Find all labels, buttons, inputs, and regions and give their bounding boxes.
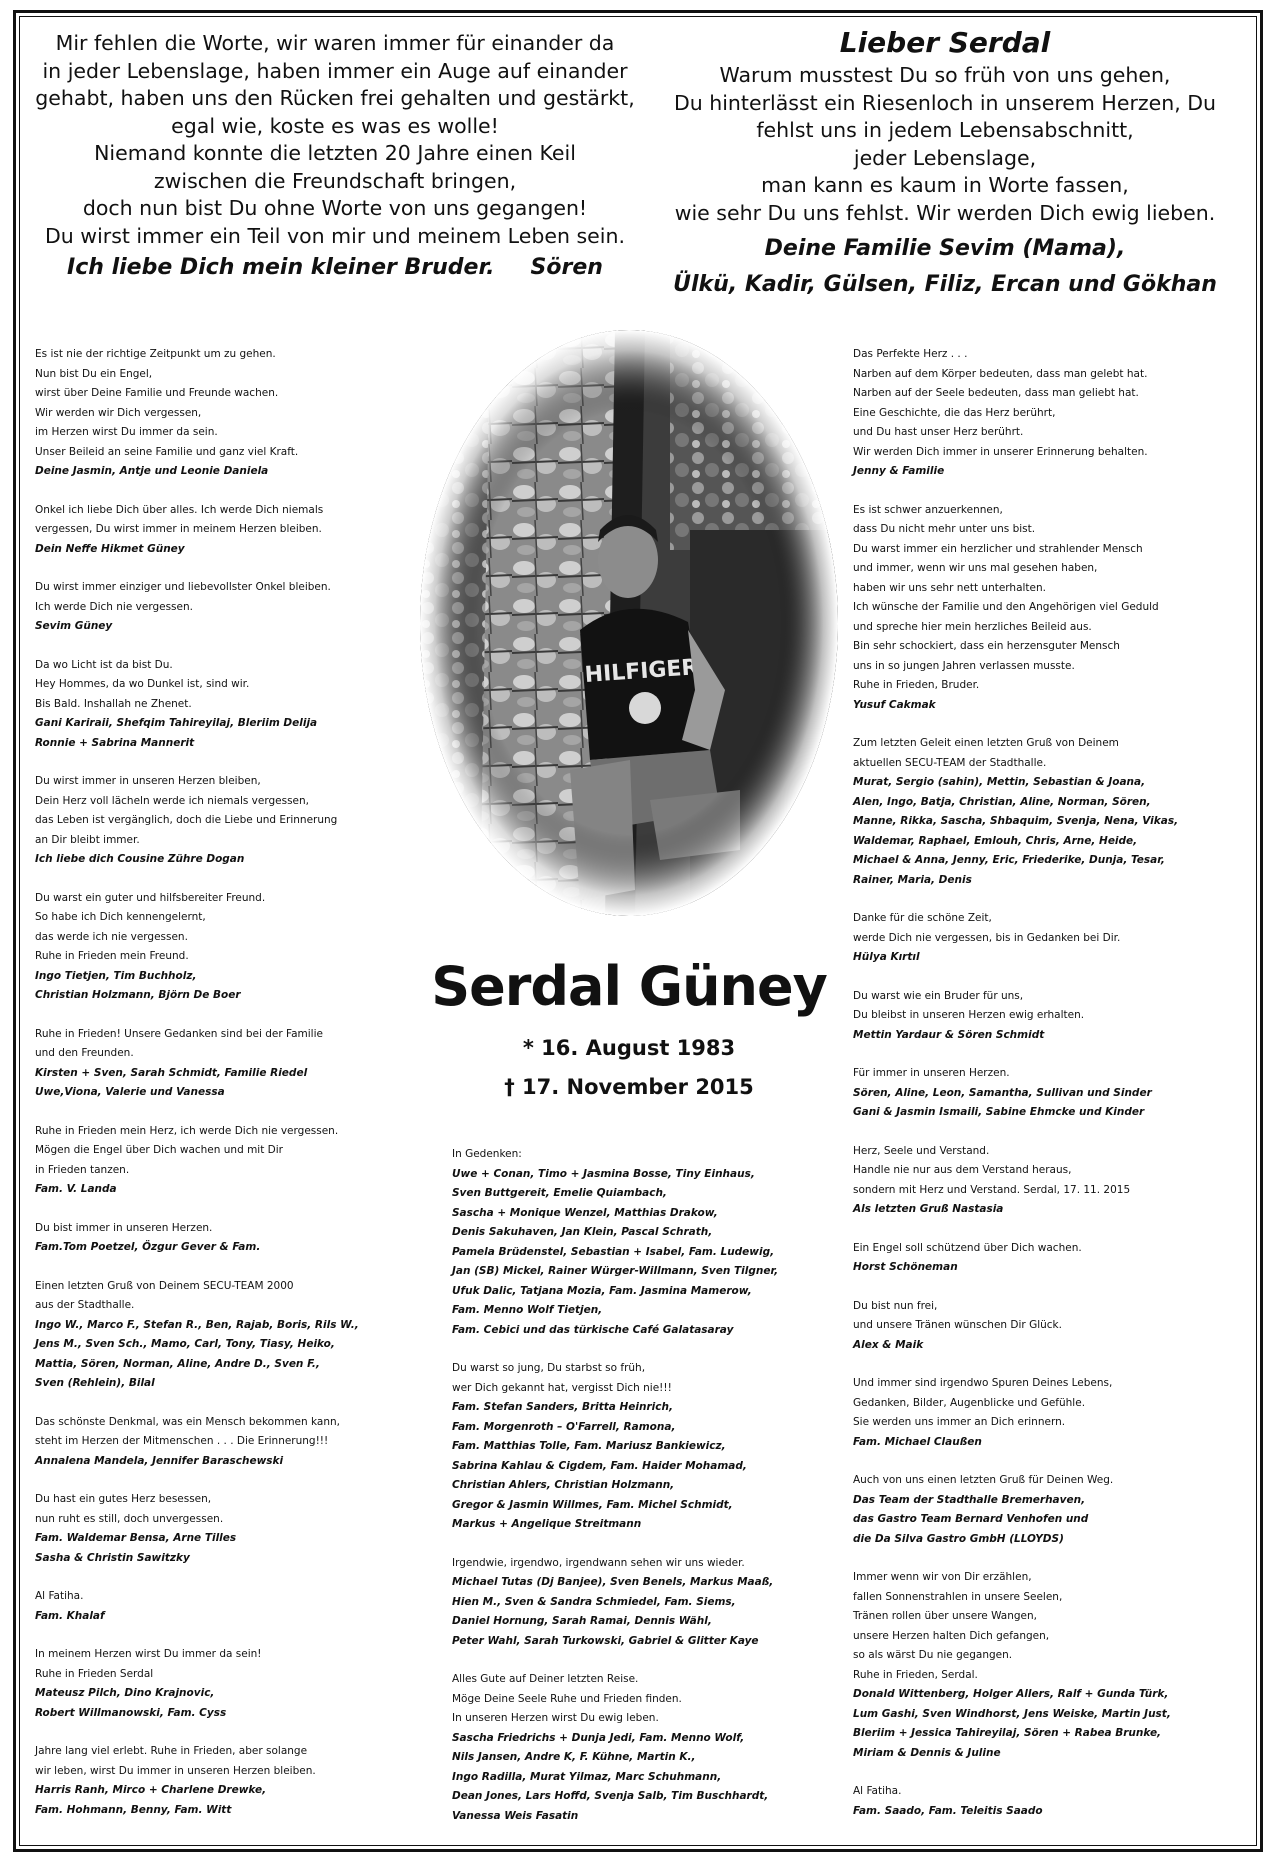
condolence-signature: Nils Jansen, Andre K, F. Kühne, Martin K., [452, 1751, 696, 1763]
condolence-text-line: Und immer sind irgendwo Spuren Deines Lebens, [853, 1377, 1113, 1389]
condolence-signature: Miriam & Dennis & Juline [853, 1746, 1001, 1759]
intro-left-signature [30, 250, 640, 286]
condolence-signature: Das Team der Stadthalle Bremerhaven, [853, 1493, 1086, 1506]
condolence-text-line: Auch von uns einen letzten Gruß für Deinen Weg. [853, 1474, 1114, 1486]
condolence-signature: Alex & Maik [853, 1338, 924, 1351]
condolence-text-line: Unser Beileid an seine Familie und ganz viel Kraft. [35, 445, 299, 458]
condolence-signature: Jan (SB) Mickel, Rainer Würger-Willmann, Sven Tilgner, [452, 1265, 779, 1277]
condolence-text-line: In unseren Herzen wirst Du ewig leben. [452, 1712, 659, 1724]
condolence-signature: Uwe + Conan, Timo + Jasmina Bosse, Tiny Einhaus, [452, 1167, 755, 1180]
condolence-entry [853, 987, 1253, 1046]
condolence-text-line: werde Dich nie vergessen, bis in Gedanken bei Dir. [853, 931, 1121, 944]
condolence-text-line: Mögen die Engel über Dich wachen und mit Dir [35, 1144, 283, 1156]
intro-right-line: Du hinterlässt ein Riesenloch in unserem Herzen, Du [673, 90, 1217, 115]
condolence-text-line: Ruhe in Frieden, Bruder. [853, 679, 980, 691]
condolence-text-line: dass Du nicht mehr unter uns bist. [853, 523, 1036, 535]
condolence-signature: Robert Willmanowski, Fam. Cyss [35, 1706, 227, 1719]
condolence-signature: Daniel Hornung, Sarah Ramai, Dennis Wähl, [452, 1615, 712, 1627]
condolence-signature: Waldemar, Raphael, Emlouh, Chris, Arne, Heide, [853, 834, 1138, 847]
condolence-entry [853, 501, 1253, 716]
condolence-signature: Sören, Aline, Leon, Samantha, Sullivan und Sinder [853, 1086, 1152, 1099]
condolence-text-line: In meinem Herzen wirst Du immer da sein! [35, 1648, 262, 1660]
condolence-text-line: an Dir bleibt immer. [35, 833, 140, 846]
condolence-text-line: und den Freunden. [35, 1047, 134, 1059]
condolence-entry [35, 501, 435, 560]
condolence-text-line: uns in so jungen Jahren verlassen musste. [853, 659, 1075, 672]
condolence-text-line: Du hast ein gutes Herz besessen, [35, 1493, 212, 1505]
condolence-signature: Sabrina Kahlau & Cigdem, Fam. Haider Mohamad, [452, 1459, 747, 1472]
condolence-signature: Ich liebe dich Cousine Zühre Dogan [35, 853, 245, 865]
condolence-signature: Mateusz Pilch, Dino Krajnovic, [35, 1687, 215, 1699]
condolence-signature: Denis Sakuhaven, Jan Klein, Pascal Schrath, [452, 1226, 713, 1238]
condolence-signature: Fam. Saado, Fam. Teleitis Saado [853, 1804, 1043, 1817]
condolence-text-line: Es ist schwer anzuerkennen, [853, 503, 1003, 516]
condolence-signature: Ingo Tietjen, Tim Buchholz, [35, 969, 197, 982]
condolence-text-line: Al Fatiha. [35, 1590, 84, 1602]
condolence-text-line: das werde ich nie vergessen. [35, 930, 188, 943]
condolence-signature: Sasha & Christin Sawitzky [35, 1551, 190, 1564]
condolence-text-line: und spreche hier mein herzliches Beileid aus. [853, 620, 1092, 633]
death-date: † 17. November 2015 [504, 1075, 754, 1099]
condolences-left-column [35, 345, 435, 1839]
condolence-signature: Rainer, Maria, Denis [853, 873, 972, 886]
condolence-signature: Pamela Brüdenstel, Sebastian + Isabel, Fam. Ludewig, [452, 1245, 775, 1258]
condolence-text-line: Bin sehr schockiert, dass ein herzensguter Mensch [853, 640, 1120, 652]
condolence-signature: Ingo Radilla, Murat Yilmaz, Marc Schuhmann, [452, 1770, 722, 1783]
condolence-signature: das Gastro Team Bernard Venhofen und [853, 1513, 1089, 1525]
condolence-entry [35, 1645, 435, 1723]
condolence-text-line: Narben auf dem Körper bedeuten, dass man gelebt hat. [853, 367, 1148, 380]
condolence-text-line: Handle nie nur aus dem Verstand heraus, [853, 1164, 1072, 1176]
condolence-entry [853, 1782, 1253, 1821]
condolence-text-line: Du wirst immer einziger und liebevollster Onkel bleiben. [35, 581, 331, 593]
condolence-text-line: Ein Engel soll schützend über Dich wachen. [853, 1241, 1082, 1254]
condolence-signature: Hülya Kırtıl [853, 951, 920, 963]
condolences-right-column [853, 345, 1253, 1840]
condolence-text-line: Narben auf der Seele bedeuten, dass man geliebt hat. [853, 387, 1139, 399]
condolence-text-line: Jahre lang viel erlebt. Ruhe in Frieden, aber solange [35, 1745, 308, 1757]
condolence-text-line: Sie werden uns immer an Dich erinnern. [853, 1416, 1066, 1428]
condolence-text-line: Du warst ein guter und hilfsbereiter Freund. [35, 891, 266, 904]
condolence-signature: Manne, Rikka, Sascha, Shbaquim, Svenja, Nena, Vikas, [853, 815, 1179, 827]
condolence-entry [35, 1025, 435, 1103]
condolence-signature: Peter Wahl, Sarah Turkowski, Gabriel & Glitter Kaye [452, 1634, 759, 1647]
condolence-text-line: Al Fatiha. [853, 1785, 902, 1797]
condolence-signature: Fam. Waldemar Bensa, Arne Tilles [35, 1532, 237, 1544]
condolence-entry [35, 1122, 435, 1200]
condolence-signature: Horst Schöneman [853, 1261, 958, 1273]
condolence-entry [853, 734, 1253, 890]
condolence-signature: Kirsten + Sven, Sarah Schmidt, Familie Riedel [35, 1066, 308, 1079]
condolence-entry [35, 889, 435, 1006]
condolence-signature: Dein Neffe Hikmet Güney [35, 542, 185, 555]
condolence-entry [35, 1277, 435, 1394]
intro-right [665, 24, 1225, 303]
intro-left-line: Mir fehlen die Worte, wir waren immer für einander da [55, 31, 615, 55]
condolence-text-line: das Leben ist vergänglich, doch die Liebe und Erinnerung [35, 814, 338, 826]
condolence-entry [35, 345, 435, 482]
intro-left-line: egal wie, koste es was es wolle! [171, 113, 499, 138]
intro-right-heading: Lieber Serdal [839, 26, 1051, 59]
intro-left-line: in jeder Lebenslage, haben immer ein Auge auf einander [42, 58, 628, 83]
condolence-signature: Sven Buttgereit, Emelie Quiambach, [452, 1187, 667, 1199]
condolence-signature: Fam. Khalaf [35, 1609, 105, 1622]
condolence-signature: Dean Jones, Lars Hoffd, Svenja Salb, Tim Buschhardt, [452, 1790, 769, 1802]
condolence-text-line: Herz, Seele und Verstand. [853, 1144, 990, 1157]
condolence-text-line: Wir werden wir Dich vergessen, [35, 406, 202, 419]
condolence-signature: Fam. V. Landa [35, 1183, 117, 1195]
condolence-entry [452, 1145, 842, 1340]
condolence-entry [452, 1359, 842, 1535]
intro-left-line: gehabt, haben uns den Rücken frei gehalten und gestärkt, [35, 86, 635, 110]
condolence-signature: Christian Ahlers, Christian Holzmann, [452, 1479, 675, 1491]
condolence-text-line: Ruhe in Frieden, Serdal. [853, 1668, 978, 1681]
condolence-text-line: Onkel ich liebe Dich über alles. Ich werde Dich niemals [35, 503, 324, 516]
intro-left-signature-text: Ich liebe Dich mein kleiner Bruder. [67, 255, 495, 280]
condolence-text-line: Danke für die schöne Zeit, [853, 912, 992, 924]
condolence-signature: Fam. Hohmann, Benny, Fam. Witt [35, 1803, 232, 1816]
condolence-text-line: Gedanken, Bilder, Augenblicke und Gefühle. [853, 1396, 1086, 1409]
condolence-text-line: Es ist nie der richtige Zeitpunkt um zu gehen. [35, 348, 276, 360]
condolence-entry [853, 1471, 1253, 1549]
condolence-entry [35, 1490, 435, 1568]
condolence-signature: Gani & Jasmin Ismaili, Sabine Ehmcke und Kinder [853, 1106, 1145, 1118]
condolence-signature: Alen, Ingo, Batja, Christian, Aline, Norman, Sören, [853, 795, 1151, 808]
condolence-text-line: Wir werden Dich immer in unserer Erinnerung behalten. [853, 445, 1148, 458]
condolence-text-line: Tränen rollen über unsere Wangen, [853, 1610, 1038, 1622]
condolence-text-line: wer Dich gekannt hat, vergisst Dich nie!!! [452, 1381, 672, 1394]
condolence-text-line: wirst über Deine Familie und Freunde wachen. [35, 387, 279, 399]
condolence-entry [853, 1239, 1253, 1278]
condolence-text-line: In Gedenken: [452, 1148, 522, 1160]
condolence-signature: Gregor & Jasmin Willmes, Fam. Michel Schmidt, [452, 1498, 733, 1511]
condolence-text-line: Ruhe in Frieden Serdal [35, 1667, 154, 1680]
condolence-text-line: aus der Stadthalle. [35, 1299, 135, 1311]
portrait-illustration [420, 330, 838, 916]
condolence-signature: Mettin Yardaur & Sören Schmidt [853, 1028, 1045, 1041]
condolence-signature: Fam.Tom Poetzel, Özgur Gever & Fam. [35, 1241, 261, 1253]
condolence-signature: Christian Holzmann, Björn De Boer [35, 989, 241, 1001]
condolence-text-line: Einen letzten Gruß von Deinem SECU-TEAM 2000 [35, 1279, 294, 1292]
condolence-signature: Bleriim + Jessica Tahireyilaj, Sören + Rabea Brunke, [853, 1727, 1162, 1739]
condolence-entry [35, 656, 435, 754]
condolence-text-line: Dein Herz voll lächeln werde ich niemals vergessen, [35, 794, 310, 807]
condolence-text-line: Ich wünsche der Familie und den Angehörigen viel Geduld [853, 601, 1159, 613]
condolence-text-line: Eine Geschichte, die das Herz berührt, [853, 406, 1056, 419]
condolence-signature: Fam. Matthias Tolle, Fam. Mariusz Bankiewicz, [452, 1440, 726, 1452]
condolence-text-line: Möge Deine Seele Ruhe und Frieden finden. [452, 1692, 682, 1705]
condolence-text-line: und unsere Tränen wünschen Dir Glück. [853, 1319, 1062, 1331]
intro-left-signer: Sören [530, 255, 603, 280]
condolence-signature: Jenny & Familie [853, 465, 945, 477]
condolence-signature: Murat, Sergio (sahin), Mettin, Sebastian & Joana, [853, 776, 1146, 788]
condolence-entry [452, 1554, 842, 1652]
condolence-signature: Deine Jasmin, Antje und Leonie Daniela [35, 465, 269, 477]
condolence-entry [35, 1219, 435, 1258]
condolence-text-line: Immer wenn wir von Dir erzählen, [853, 1571, 1032, 1583]
condolence-signature: Fam. Cebici und das türkische Café Galatasaray [452, 1323, 734, 1336]
condolence-signature: Michael & Anna, Jenny, Eric, Friederike, Dunja, Tesar, [853, 854, 1165, 866]
condolence-entry [853, 1374, 1253, 1452]
intro-right-line: jeder Lebenslage, [853, 145, 1037, 170]
intro-right-line: Warum musstest Du so früh von uns gehen, [719, 63, 1171, 87]
condolence-text-line: Das Perfekte Herz . . . [853, 348, 968, 360]
condolence-text-line: vergessen, Du wirst immer in meinem Herzen bleiben. [35, 523, 322, 535]
condolence-text-line: Du bist nun frei, [853, 1299, 938, 1312]
condolence-text-line: im Herzen wirst Du immer da sein. [35, 426, 218, 438]
condolence-text-line: aktuellen SECU-TEAM der Stadthalle. [853, 756, 1047, 769]
condolence-text-line: Hey Hommes, da wo Dunkel ist, sind wir. [35, 678, 250, 690]
condolence-entry [35, 772, 435, 870]
condolence-text-line: fallen Sonnenstrahlen in unsere Seelen, [853, 1590, 1063, 1603]
condolence-entry [35, 1587, 435, 1626]
condolence-text-line: Bis Bald. Inshallah ne Zhenet. [35, 697, 192, 710]
condolence-signature: Sven (Rehlein), Bilal [35, 1377, 155, 1389]
condolence-entry [853, 1297, 1253, 1356]
condolence-text-line: Du wirst immer in unseren Herzen bleiben, [35, 775, 261, 787]
condolence-signature: Gani Kariraii, Shefqim Tahireyilaj, Bleriim Delija [35, 717, 318, 729]
condolence-signature: Jens M., Sven Sch., Mamo, Carl, Tony, Tiasy, Heiko, [35, 1338, 335, 1350]
intro-right-signature: Deine Familie Sevim (Mama), [764, 236, 1126, 261]
portrait-photo [420, 330, 838, 916]
condolence-text-line: Irgendwie, irgendwo, irgendwann sehen wir uns wieder. [452, 1556, 745, 1569]
condolence-text-line: und immer, wenn wir uns mal gesehen haben, [853, 562, 1098, 574]
condolence-signature: die Da Silva Gastro GmbH (LLOYDS) [853, 1532, 1064, 1545]
condolence-entry [35, 578, 435, 637]
intro-right-line: man kann es kaum in Worte fassen, [761, 173, 1129, 197]
condolence-text-line: So habe ich Dich kennengelernt, [35, 911, 206, 923]
condolence-entry [452, 1670, 842, 1826]
condolence-text-line: Ruhe in Frieden mein Freund. [35, 950, 189, 962]
condolence-entry [35, 1742, 435, 1820]
condolence-signature: Sascha + Monique Wenzel, Matthias Drakow, [452, 1206, 718, 1219]
condolence-text-line: Da wo Licht ist da bist Du. [35, 658, 173, 671]
birth-date: * 16. August 1983 [522, 1036, 736, 1060]
condolence-entry [35, 1413, 435, 1472]
condolence-signature: Vanessa Weis Fasatin [452, 1809, 579, 1822]
condolence-signature: Sevim Güney [35, 620, 113, 632]
condolence-signature: Ufuk Dalic, Tatjana Mozia, Fam. Jasmina Mamerow, [452, 1284, 752, 1297]
condolence-signature: Fam. Menno Wolf Tietjen, [452, 1304, 603, 1316]
condolence-text-line: Zum letzten Geleit einen letzten Gruß von Deinem [853, 737, 1119, 749]
condolence-signature: Donald Wittenberg, Holger Allers, Ralf + Gunda Türk, [853, 1688, 1169, 1700]
condolence-text-line: und Du hast unser Herz berührt. [853, 426, 1024, 438]
condolence-entry [853, 909, 1253, 968]
intro-right-signature: Ülkü, Kadir, Gülsen, Filiz, Ercan und Gökhan [673, 272, 1217, 297]
condolence-signature: Ronnie + Sabrina Mannerit [35, 736, 195, 749]
condolence-text-line: unsere Herzen halten Dich gefangen, [853, 1629, 1050, 1642]
condolence-signature: Uwe,Viona, Valerie und Vanessa [35, 1086, 225, 1098]
intro-left-line: Du wirst immer ein Teil von mir und meinem Leben sein. [45, 223, 625, 248]
condolence-text-line: Du warst wie ein Bruder für uns, [853, 989, 1024, 1002]
condolence-signature: Annalena Mandela, Jennifer Baraschewski [35, 1454, 284, 1467]
condolence-signature: Sascha Friedrichs + Dunja Jedi, Fam. Menno Wolf, [452, 1731, 745, 1744]
intro-left-line: zwischen die Freundschaft bringen, [153, 168, 517, 193]
condolence-signature: Yusuf Cakmak [853, 698, 936, 711]
condolence-entry [853, 345, 1253, 482]
intro-left-line: Niemand konnte die letzten 20 Jahre einen Keil [94, 141, 576, 165]
condolence-signature: Fam. Morgenroth – O'Farrell, Ramona, [452, 1420, 676, 1433]
condolences-center-column [452, 1145, 842, 1845]
intro-right-line: wie sehr Du uns fehlst. Wir werden Dich ewig lieben. [674, 200, 1216, 225]
intro-left-line: doch nun bist Du ohne Worte von uns gegangen! [82, 196, 588, 220]
condolence-signature: Ingo W., Marco F., Stefan R., Ben, Rajab, Boris, Rils W., [35, 1318, 359, 1331]
intro-right-line: fehlst uns in jedem Lebensabschnitt, [756, 118, 1134, 142]
condolence-signature: Hien M., Sven & Sandra Schmiedel, Fam. Siems, [452, 1595, 736, 1608]
condolence-signature: Mattia, Sören, Norman, Aline, Andre D., Sven F., [35, 1357, 320, 1370]
condolence-text-line: Nun bist Du ein Engel, [35, 367, 153, 380]
condolence-entry [853, 1064, 1253, 1123]
condolence-signature: Lum Gashi, Sven Windhorst, Jens Weiske, Martin Just, [853, 1707, 1171, 1720]
condolence-text-line: Ruhe in Frieden mein Herz, ich werde Dich nie vergessen. [35, 1124, 339, 1137]
condolence-text-line: Du warst immer ein herzlicher und strahlender Mensch [853, 542, 1143, 555]
condolence-signature: Fam. Stefan Sanders, Britta Heinrich, [452, 1401, 673, 1413]
condolence-signature: Als letzten Gruß Nastasia [853, 1203, 1004, 1215]
condolence-text-line: Ruhe in Frieden! Unsere Gedanken sind bei der Familie [35, 1027, 323, 1040]
condolence-signature: Michael Tutas (Dj Banjee), Sven Benels, Markus Maaß, [452, 1576, 774, 1588]
condolence-text-line: sondern mit Herz und Verstand. Serdal, 17. 11. 2015 [853, 1183, 1131, 1196]
intro-left [30, 30, 640, 286]
condolence-entry [853, 1568, 1253, 1763]
condolence-text-line: Alles Gute auf Deiner letzten Reise. [452, 1673, 639, 1685]
condolence-text-line: in Frieden tanzen. [35, 1163, 130, 1176]
condolence-text-line: Für immer in unseren Herzen. [853, 1067, 1010, 1079]
condolence-text-line: nun ruht es still, doch unvergessen. [35, 1512, 224, 1525]
condolence-signature: Fam. Michael Claußen [853, 1435, 982, 1448]
condolence-text-line: Das schönste Denkmal, was ein Mensch bekommen kann, [35, 1415, 340, 1428]
condolence-text-line: Du bist immer in unseren Herzen. [35, 1221, 213, 1234]
condolence-signature: Harris Ranh, Mirco + Charlene Drewke, [35, 1784, 267, 1796]
condolence-signature: Markus + Angelique Streitmann [452, 1518, 642, 1530]
condolence-text-line: haben wir uns sehr nett unterhalten. [853, 581, 1047, 594]
condolence-text-line: Du bleibst in unseren Herzen ewig erhalten. [853, 1009, 1085, 1021]
condolence-text-line: steht im Herzen der Mitmenschen . . . Die Erinnerung!!! [35, 1435, 329, 1447]
condolence-entry [853, 1142, 1253, 1220]
condolence-text-line: wir leben, wirst Du immer in unseren Herzen bleiben. [35, 1764, 316, 1777]
condolence-text-line: Ich werde Dich nie vergessen. [35, 600, 193, 613]
deceased-name: Serdal Güney [431, 955, 827, 1018]
condolence-text-line: so als wärst Du nie gegangen. [853, 1649, 1013, 1661]
condolence-text-line: Du warst so jung, Du starbst so früh, [452, 1362, 646, 1374]
